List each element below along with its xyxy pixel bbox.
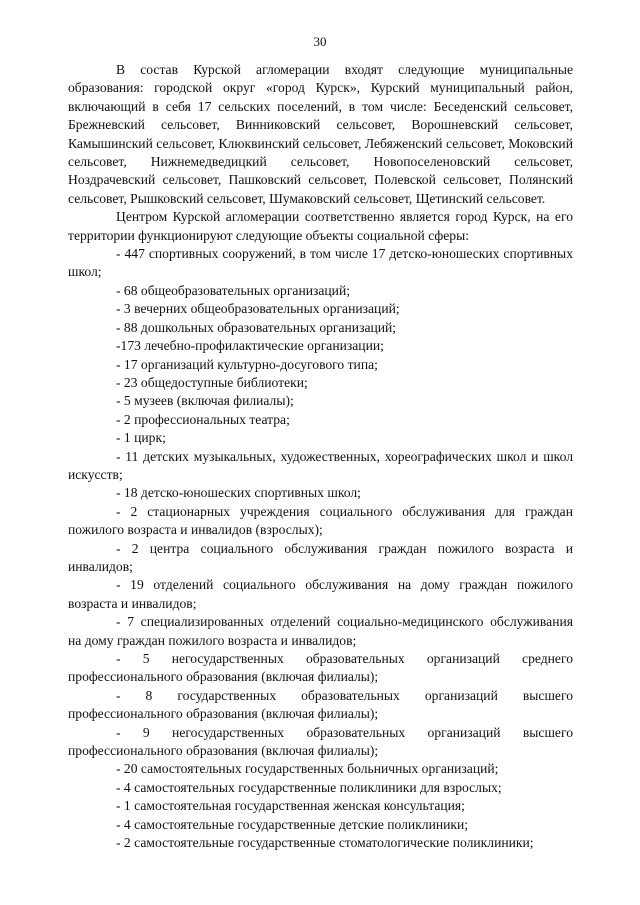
list-item: - 68 общеобразовательных организаций;	[116, 282, 351, 298]
list-item: - 2 стационарных учреждения социального обслуживания для граждан пожилого возраста и инвалидов (взрослых);	[68, 503, 573, 538]
center-paragraph: Центром Курской агломерации соответственно является город Курск, на его территории функционируют следующие объекты социальной сферы:	[68, 209, 573, 243]
document-body	[68, 61, 573, 852]
page-number: 30	[313, 34, 327, 49]
list-item: - 4 самостоятельных государственные поликлиники для взрослых;	[116, 779, 502, 795]
list-item: - 19 отделений социального обслуживания на дому граждан пожилого возраста и инвалидов;	[68, 577, 573, 611]
list-item: - 447 спортивных сооружений, в том числе 17 детско-юношеских спортивных школ;	[68, 246, 573, 280]
list-item: - 8 государственных образовательных организаций высшего профессионального образования (включая филиалы);	[68, 687, 573, 722]
list-item: - 9 негосударственных образовательных организаций высшего профессионального образования (включая филиалы);	[68, 724, 573, 759]
list-item: - 18 детско-юношеских спортивных школ;	[116, 485, 361, 501]
intro-paragraph: В состав Курской агломерации входят следующие муниципальные образования: городской округ «город Курск», Курский муниципальный район, включающий в себя 17 сельских поселений, в том числе: Беседенский сельсовет, Брежневский сельсовет, Винниковский сельсовет, Ворошневский сельсовет, Камышинский сельсовет, Клюквинский сельсовет, Лебяженский сельсовет, Моковский сельсовет, Нижнемедведицкий сельсовет, Новопоселеновский сельсовет, Ноздрачевский сельсовет, Пашковский сельсовет, Полевской сельсовет, Полянский сельсовет, Рышковский сельсовет, Шумаковский сельсовет, Щетинский сельсовет.	[68, 62, 573, 206]
list-item: - 1 цирк;	[116, 430, 166, 446]
list-item: - 2 центра социального обслуживания граждан пожилого возраста и инвалидов;	[68, 540, 573, 574]
list-item: - 23 общедоступные библиотеки;	[116, 374, 308, 390]
list-item: - 17 организаций культурно-досугового типа;	[116, 356, 378, 372]
list-item: - 2 профессиональных театра;	[116, 411, 290, 427]
facilities-list	[68, 245, 573, 852]
list-item: - 3 вечерних общеобразовательных организаций;	[116, 301, 400, 317]
list-item: - 20 самостоятельных государственных больничных организаций;	[116, 761, 499, 777]
list-item: - 2 самостоятельные государственные стоматологические поликлиники;	[116, 835, 534, 851]
list-item: - 5 негосударственных образовательных организаций среднего профессионального образования (включая филиалы);	[68, 651, 573, 685]
list-item: - 1 самостоятельная государственная женская консультация;	[116, 798, 465, 814]
list-item: - 88 дошкольных образовательных организаций;	[116, 319, 397, 335]
list-item: -173 лечебно-профилактические организации;	[116, 338, 384, 354]
list-item: - 4 самостоятельные государственные детские поликлиники;	[116, 816, 469, 832]
list-item: - 5 музеев (включая филиалы);	[116, 393, 294, 409]
list-item: - 11 детских музыкальных, художественных, хореографических школ и школ искусств;	[68, 448, 573, 482]
list-item: - 7 специализированных отделений социально-медицинского обслуживания на дому граждан пожилого возраста и инвалидов;	[68, 614, 573, 648]
